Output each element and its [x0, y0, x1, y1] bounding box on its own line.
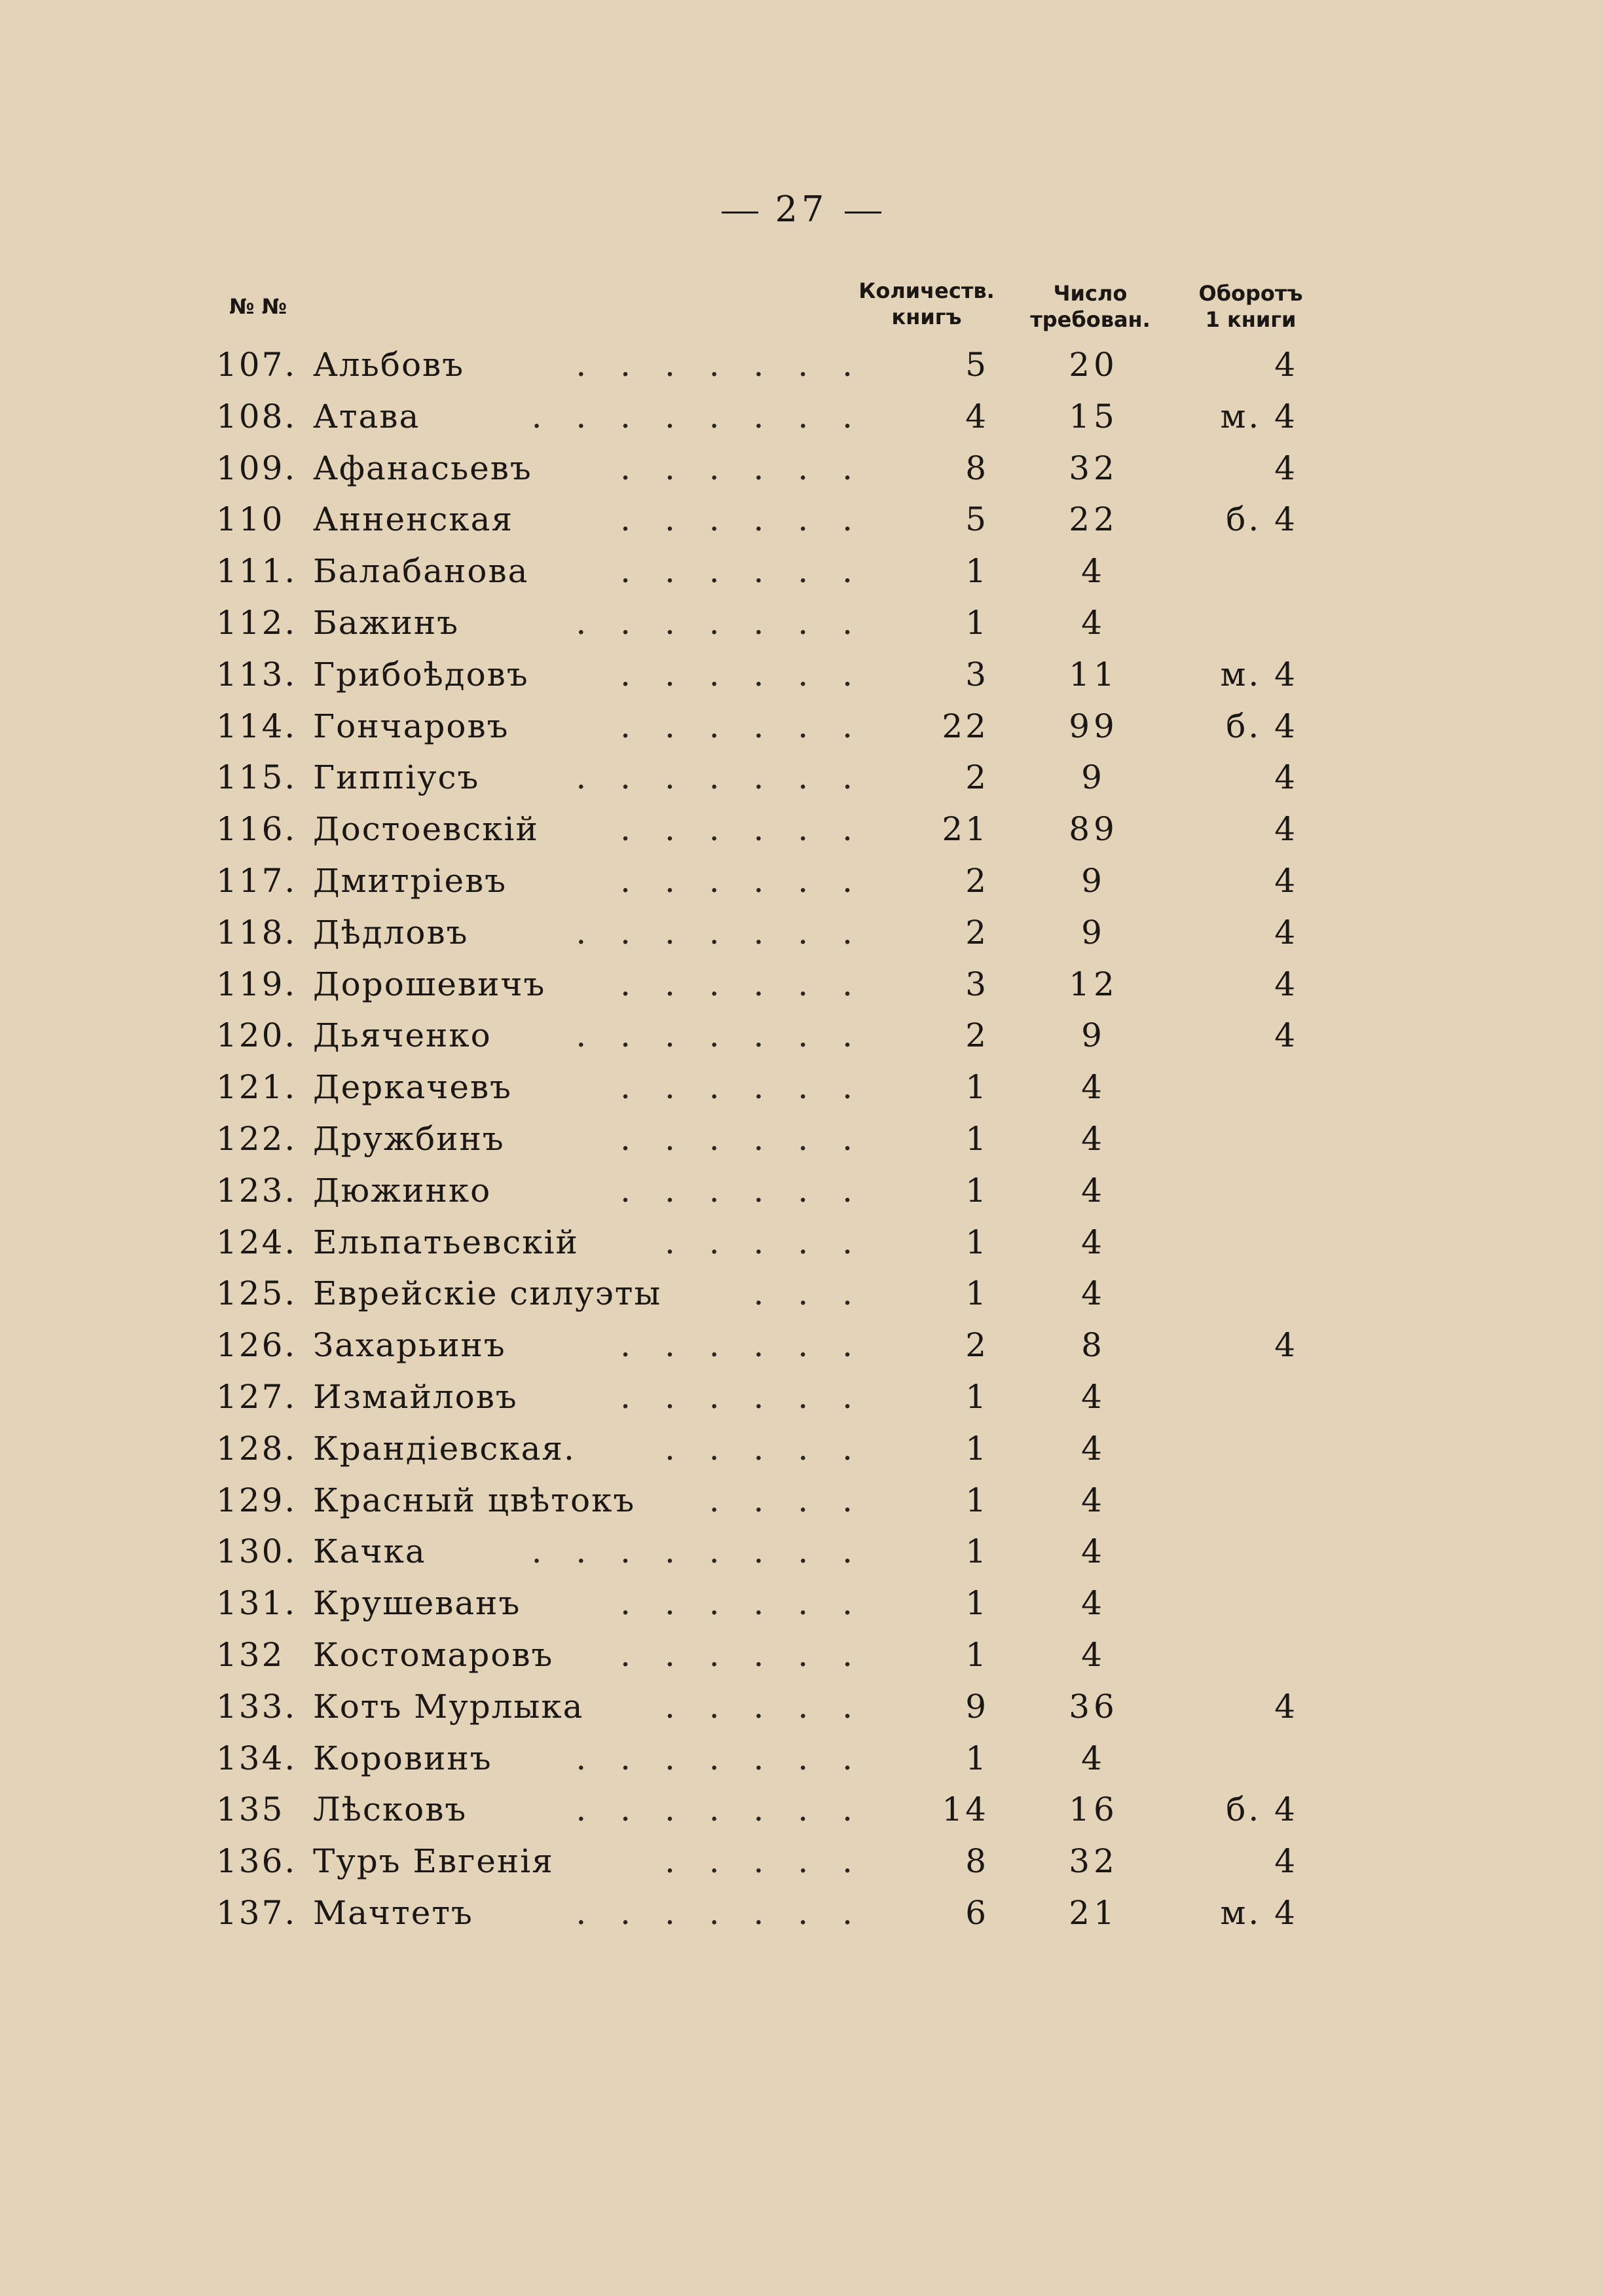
author-name: Дружбинъ	[313, 1119, 505, 1158]
header-turnover-line1: Оборотъ	[1198, 281, 1303, 306]
row-number: 137.	[216, 1893, 297, 1932]
request-count: 4	[1081, 1532, 1106, 1571]
request-count: 9	[1081, 913, 1106, 952]
row-number: 111.	[216, 552, 297, 591]
row-number: 129.	[216, 1481, 297, 1519]
request-count: 12	[1069, 965, 1118, 1003]
header-turnover-line2: 1 книги	[1205, 307, 1297, 332]
table-row	[0, 443, 1603, 494]
request-count: 16	[1069, 1790, 1118, 1829]
row-number: 120.	[216, 1016, 297, 1055]
page-number	[0, 189, 1603, 230]
leader-dots: . . . . . .	[620, 965, 864, 1003]
author-name: Гиппіусъ	[313, 758, 480, 797]
header-turnover	[1185, 280, 1316, 333]
book-quantity: 4	[965, 397, 989, 435]
turnover-value: б. 4	[1226, 707, 1298, 745]
book-quantity: 5	[965, 346, 989, 384]
book-quantity: 6	[965, 1893, 989, 1932]
book-quantity: 1	[965, 1584, 989, 1623]
book-quantity: 2	[965, 913, 989, 952]
leader-dots: . . . . . . .	[576, 1893, 864, 1932]
row-number: 123.	[216, 1171, 297, 1210]
turnover-value: м. 4	[1220, 397, 1298, 435]
author-name: Коровинъ	[313, 1739, 492, 1777]
header-number: № №	[229, 294, 287, 319]
author-name: Мачтетъ	[313, 1893, 473, 1932]
row-number: 132	[216, 1635, 285, 1674]
table-row	[0, 546, 1603, 597]
request-count: 4	[1081, 1739, 1106, 1777]
leader-dots: . . . . . .	[620, 655, 864, 694]
table-row	[0, 1733, 1603, 1785]
table-row	[0, 701, 1603, 752]
author-name: Крушеванъ	[313, 1584, 521, 1623]
header-quantity	[851, 278, 1002, 330]
book-quantity: 9	[965, 1687, 989, 1726]
book-quantity: 1	[965, 1223, 989, 1261]
book-quantity: 1	[965, 1171, 989, 1210]
turnover-value: 4	[1274, 810, 1298, 849]
request-count: 4	[1081, 552, 1106, 591]
request-count: 8	[1081, 1326, 1106, 1365]
book-quantity: 14	[942, 1790, 989, 1829]
table-row	[0, 391, 1603, 443]
author-name: Альбовъ	[313, 346, 465, 384]
table-row	[0, 1217, 1603, 1268]
header-requests-line1: Число	[1053, 281, 1128, 306]
row-number: 108.	[216, 397, 297, 435]
book-quantity: 2	[965, 1326, 989, 1365]
author-name: Грибоѣдовъ	[313, 655, 529, 694]
book-quantity: 1	[965, 1429, 989, 1468]
author-name: Лѣсковъ	[313, 1790, 468, 1829]
book-quantity: 1	[965, 1119, 989, 1158]
table-row	[0, 1268, 1603, 1320]
leader-dots: . . . . . .	[620, 1635, 864, 1674]
page-number-value: 27	[775, 189, 828, 230]
request-count: 4	[1081, 1068, 1106, 1107]
table-row	[0, 855, 1603, 907]
table-row	[0, 1475, 1603, 1527]
author-name: Достоевскій	[313, 810, 539, 849]
table-row	[0, 1681, 1603, 1733]
leader-dots: . . . . . . .	[576, 1739, 864, 1777]
table-row	[0, 1629, 1603, 1681]
turnover-value: м. 4	[1220, 655, 1298, 694]
request-count: 22	[1069, 500, 1118, 539]
leader-dots: . . . . . . .	[576, 913, 864, 952]
table-row	[0, 752, 1603, 804]
turnover-value: 4	[1274, 1016, 1298, 1055]
page-number-left-dash	[722, 212, 758, 213]
leader-dots: . . . . . .	[620, 552, 864, 591]
author-name: Туръ Евгенія	[313, 1842, 554, 1881]
table-row	[0, 1578, 1603, 1629]
author-name: Деркачевъ	[313, 1068, 512, 1107]
leader-dots: . . . . .	[664, 1429, 864, 1468]
row-number: 131.	[216, 1584, 297, 1623]
author-name: Еврейскіе силуэты	[313, 1274, 662, 1313]
table-row	[0, 494, 1603, 546]
row-number: 107.	[216, 346, 297, 384]
request-count: 32	[1069, 449, 1118, 487]
request-count: 9	[1081, 861, 1106, 900]
request-count: 4	[1081, 1481, 1106, 1519]
book-quantity: 1	[965, 1377, 989, 1416]
request-count: 4	[1081, 603, 1106, 642]
author-name: Костомаровъ	[313, 1635, 554, 1674]
row-number: 122.	[216, 1119, 297, 1158]
leader-dots: . . . . . . .	[576, 758, 864, 797]
author-name: Афанасьевъ	[313, 449, 532, 487]
book-quantity: 1	[965, 1274, 989, 1313]
turnover-value: б. 4	[1226, 500, 1298, 539]
author-name: Ельпатьевскій	[313, 1223, 579, 1261]
table-row	[0, 1423, 1603, 1475]
leader-dots: . . . . . . .	[576, 1790, 864, 1829]
leader-dots: . . . .	[709, 1481, 864, 1519]
row-number: 121.	[216, 1068, 297, 1107]
table-row	[0, 1526, 1603, 1578]
header-quantity-line1: Количеств.	[858, 278, 995, 303]
row-number: 126.	[216, 1326, 297, 1365]
author-name: Гончаровъ	[313, 707, 509, 745]
row-number: 119.	[216, 965, 297, 1003]
row-number: 134.	[216, 1739, 297, 1777]
author-name: Крандіевская.	[313, 1429, 576, 1468]
table-row	[0, 1371, 1603, 1423]
book-quantity: 1	[965, 1068, 989, 1107]
turnover-value: 4	[1274, 1687, 1298, 1726]
leader-dots: . . . . . .	[620, 1584, 864, 1623]
row-number: 125.	[216, 1274, 297, 1313]
row-number: 117.	[216, 861, 297, 900]
book-quantity: 8	[965, 1842, 989, 1881]
book-quantity: 22	[942, 707, 989, 745]
author-name: Измайловъ	[313, 1377, 518, 1416]
book-quantity: 3	[965, 655, 989, 694]
author-name: Дмитріевъ	[313, 861, 507, 900]
table-row	[0, 649, 1603, 701]
row-number: 115.	[216, 758, 297, 797]
turnover-value: 4	[1274, 965, 1298, 1003]
row-number: 130.	[216, 1532, 297, 1571]
row-number: 136.	[216, 1842, 297, 1881]
table-row	[0, 959, 1603, 1010]
row-number: 110	[216, 500, 285, 539]
turnover-value: 4	[1274, 449, 1298, 487]
book-quantity: 1	[965, 1739, 989, 1777]
leader-dots: . . . . . .	[620, 1171, 864, 1210]
header-quantity-line2: книгъ	[891, 305, 962, 329]
turnover-value: 4	[1274, 861, 1298, 900]
book-quantity: 1	[965, 552, 989, 591]
book-quantity: 3	[965, 965, 989, 1003]
author-name: Бажинъ	[313, 603, 460, 642]
row-number: 135	[216, 1790, 285, 1829]
table-row	[0, 1887, 1603, 1939]
turnover-value: м. 4	[1220, 1893, 1298, 1932]
request-count: 4	[1081, 1119, 1106, 1158]
author-name: Дьяченко	[313, 1016, 492, 1055]
book-quantity: 2	[965, 861, 989, 900]
row-number: 113.	[216, 655, 297, 694]
turnover-value: 4	[1274, 758, 1298, 797]
author-name: Анненская	[313, 500, 514, 539]
leader-dots: . . .	[753, 1274, 864, 1313]
author-name: Атава	[313, 397, 420, 435]
turnover-value: б. 4	[1226, 1790, 1298, 1829]
request-count: 4	[1081, 1223, 1106, 1261]
table-row	[0, 1836, 1603, 1887]
table-row	[0, 1113, 1603, 1165]
row-number: 118.	[216, 913, 297, 952]
author-name: Дюжинко	[313, 1171, 492, 1210]
turnover-value: 4	[1274, 1842, 1298, 1881]
request-count: 4	[1081, 1171, 1106, 1210]
book-quantity: 1	[965, 603, 989, 642]
table-row	[0, 1165, 1603, 1217]
request-count: 21	[1069, 1893, 1118, 1932]
request-count: 20	[1069, 346, 1118, 384]
table-row	[0, 1010, 1603, 1062]
table-row	[0, 1320, 1603, 1371]
table-row	[0, 1784, 1603, 1836]
header-requests-line2: требован.	[1030, 307, 1151, 332]
row-number: 128.	[216, 1429, 297, 1468]
book-quantity: 1	[965, 1635, 989, 1674]
book-quantity: 21	[942, 810, 989, 849]
table-row	[0, 1062, 1603, 1113]
author-name: Дѣдловъ	[313, 913, 469, 952]
table-row	[0, 907, 1603, 959]
book-quantity: 8	[965, 449, 989, 487]
row-number: 114.	[216, 707, 297, 745]
request-count: 4	[1081, 1584, 1106, 1623]
table-row	[0, 597, 1603, 649]
book-quantity: 2	[965, 1016, 989, 1055]
request-count: 89	[1069, 810, 1118, 849]
leader-dots: . . . . . .	[620, 861, 864, 900]
leader-dots: . . . . . .	[620, 1068, 864, 1107]
request-count: 4	[1081, 1635, 1106, 1674]
request-count: 4	[1081, 1429, 1106, 1468]
table-row	[0, 339, 1603, 391]
author-name: Красный цвѣтокъ	[313, 1481, 636, 1519]
leader-dots: . . . . . .	[620, 810, 864, 849]
leader-dots: . . . . . . . .	[531, 1532, 864, 1571]
author-name: Захарьинъ	[313, 1326, 506, 1365]
leader-dots: . . . . .	[664, 1842, 864, 1881]
request-count: 9	[1081, 758, 1106, 797]
request-count: 9	[1081, 1016, 1106, 1055]
leader-dots: . . . . . .	[620, 500, 864, 539]
request-count: 36	[1069, 1687, 1118, 1726]
leader-dots: . . . . . . . .	[531, 397, 864, 435]
row-number: 127.	[216, 1377, 297, 1416]
book-quantity: 2	[965, 758, 989, 797]
row-number: 133.	[216, 1687, 297, 1726]
leader-dots: . . . . . . .	[576, 346, 864, 384]
leader-dots: . . . . . . .	[576, 603, 864, 642]
header-requests	[1022, 280, 1159, 333]
author-name: Качка	[313, 1532, 426, 1571]
turnover-value: 4	[1274, 346, 1298, 384]
book-quantity: 5	[965, 500, 989, 539]
book-quantity: 1	[965, 1532, 989, 1571]
turnover-value: 4	[1274, 1326, 1298, 1365]
author-name: Балабанова	[313, 552, 529, 591]
request-count: 15	[1069, 397, 1118, 435]
leader-dots: . . . . . .	[620, 1377, 864, 1416]
book-quantity: 1	[965, 1481, 989, 1519]
leader-dots: . . . . . .	[620, 707, 864, 745]
catalog-table	[0, 339, 1603, 1939]
row-number: 112.	[216, 603, 297, 642]
row-number: 124.	[216, 1223, 297, 1261]
leader-dots: . . . . .	[664, 1687, 864, 1726]
table-row	[0, 804, 1603, 855]
author-name: Котъ Мурлыка	[313, 1687, 584, 1726]
page-number-right-dash	[845, 212, 881, 213]
leader-dots: . . . . . .	[620, 449, 864, 487]
request-count: 99	[1069, 707, 1118, 745]
author-name: Дорошевичъ	[313, 965, 546, 1003]
leader-dots: . . . . . .	[620, 1326, 864, 1365]
row-number: 109.	[216, 449, 297, 487]
request-count: 4	[1081, 1274, 1106, 1313]
leader-dots: . . . . . .	[620, 1119, 864, 1158]
leader-dots: . . . . . . .	[576, 1016, 864, 1055]
request-count: 32	[1069, 1842, 1118, 1881]
turnover-value: 4	[1274, 913, 1298, 952]
row-number: 116.	[216, 810, 297, 849]
request-count: 11	[1069, 655, 1118, 694]
request-count: 4	[1081, 1377, 1106, 1416]
leader-dots: . . . . .	[664, 1223, 864, 1261]
